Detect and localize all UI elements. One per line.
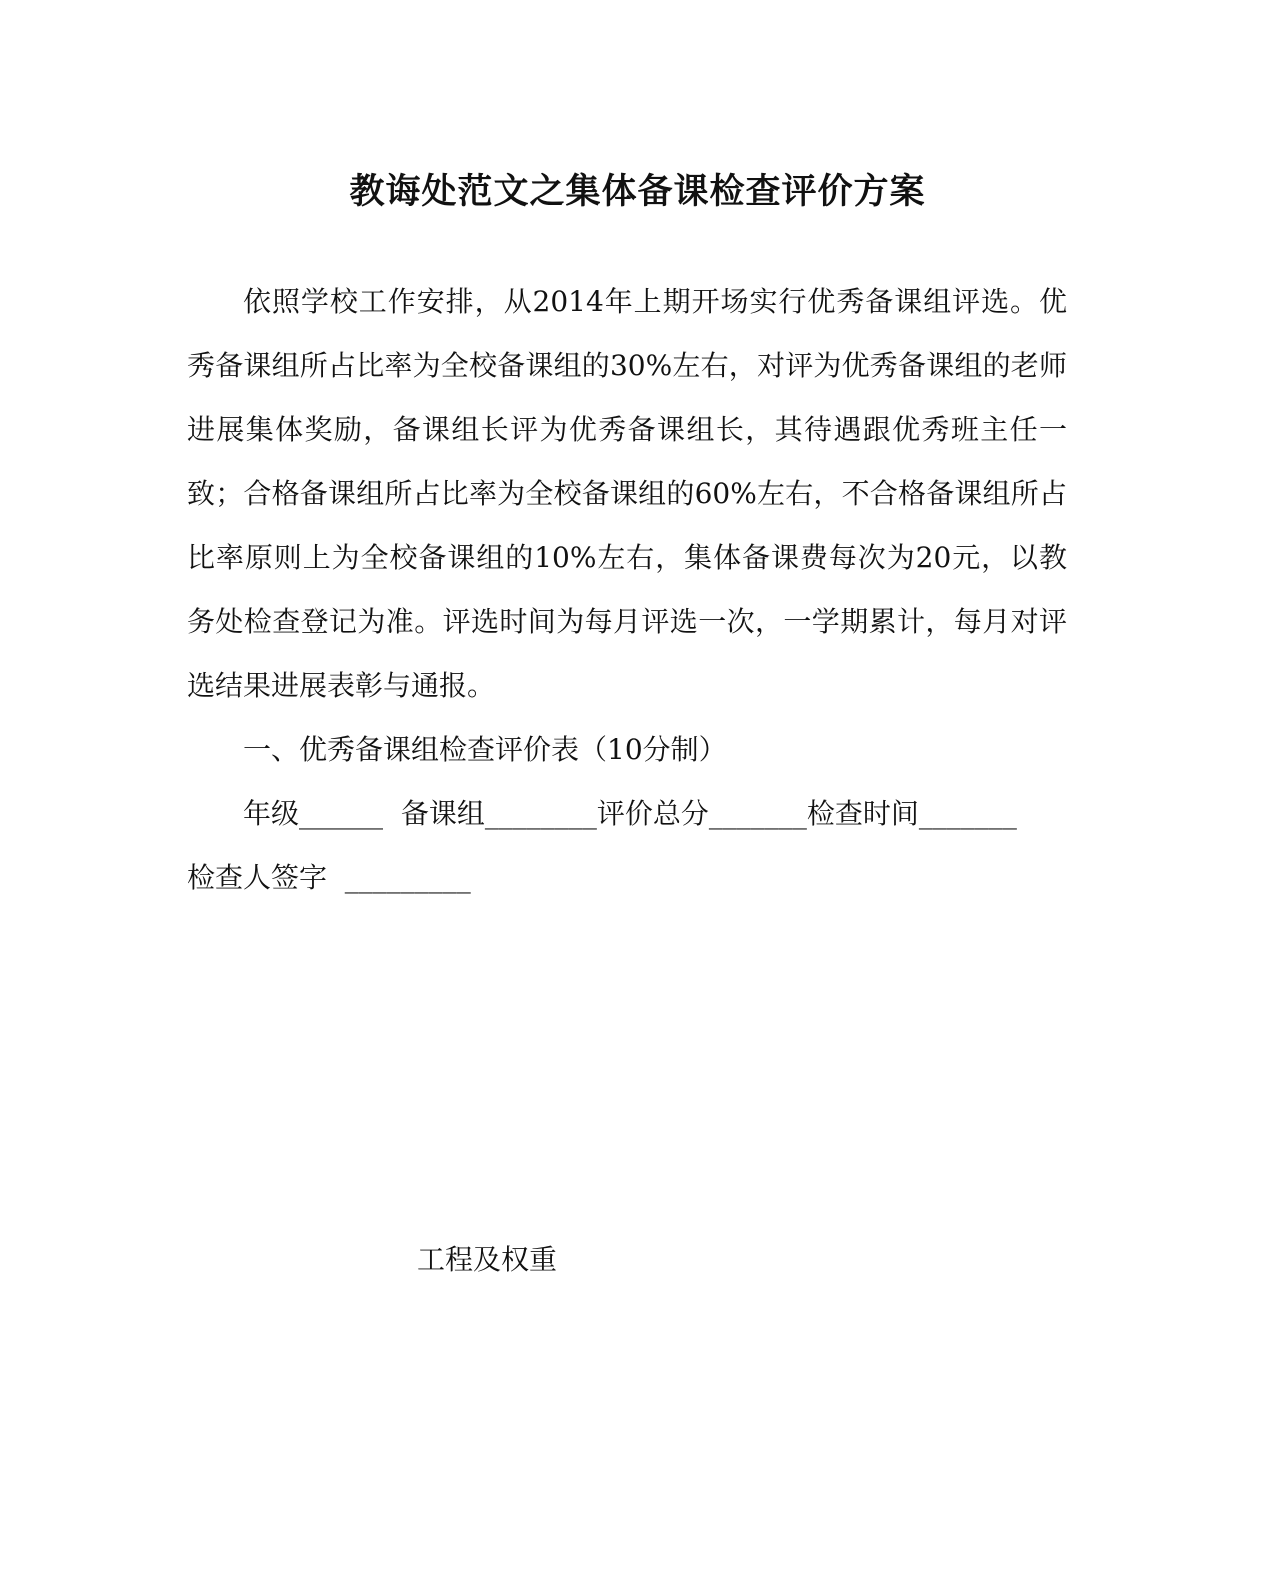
evaluation-form-fields (187, 782, 1067, 910)
section-heading: 一、优秀备课组检查评价表（10分制） (243, 733, 727, 766)
lesson-group-field: 备课组________ (383, 797, 597, 830)
inspector-signature-field: 检查人签字 _________ (187, 861, 471, 894)
grade-field: 年级______ (243, 797, 384, 830)
table-header-item-weight: 工程及权重 (417, 1243, 558, 1276)
check-time-field: 检查时间_______ (806, 797, 1017, 830)
intro-paragraph: 依照学校工作安排，从2014年上期开场实行优秀备课组评选。优秀备课组所占比率为全校备课组的30%左右，对评为优秀备课组的老师进展集体奖励，备课组长评为优秀备课组长，其待遇跟优秀班主任一致；合格备课组所占比率为全校备课组的60%左右，不合格备课组所占比率原则上为全校备课组的10%左右，集体备课费每次为20元，以教务处检查登记为准。评选时间为每月评选一次，一学期累计，每月对评选结果进展表彰与通报。 (187, 285, 1067, 702)
total-score-field: 评价总分_______ (596, 797, 807, 830)
document-title: 教诲处范文之集体备课检查评价方案 (349, 171, 926, 212)
